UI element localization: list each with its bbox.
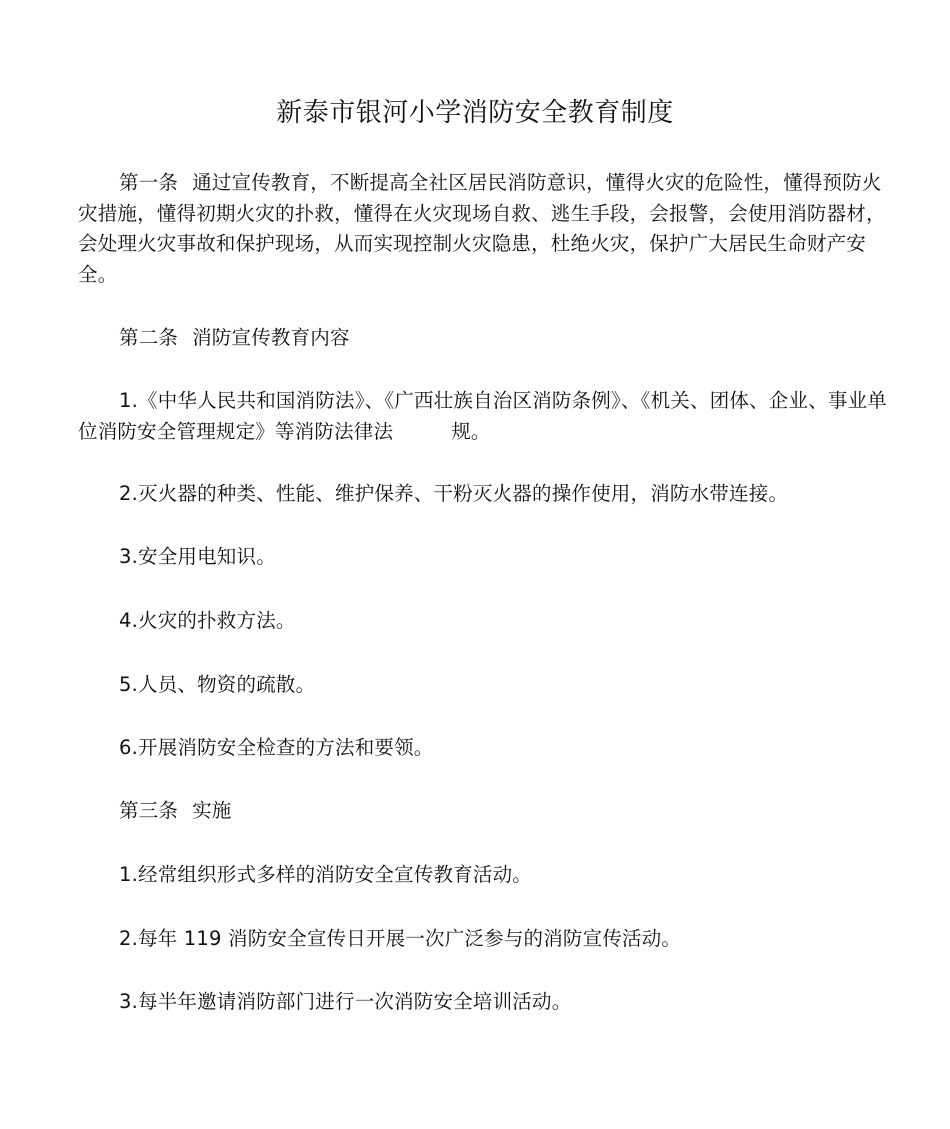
- article-3-heading: 第三条: [119, 799, 179, 822]
- article-2-item-2: 2.灭火器的种类、性能、维护保养、干粉灭火器的操作使用，消防水带连接。: [119, 482, 789, 505]
- article-3-item-2: 2.每年 119 消防安全宣传日开展一次广泛参与的消防宣传活动。: [119, 927, 682, 950]
- article-2-item-6: 6.开展消防安全检查的方法和要领。: [119, 736, 434, 759]
- document-title: 新泰市银河小学消防安全教育制度: [276, 98, 674, 128]
- article-2-paragraph: [78, 323, 890, 354]
- article-2-heading: 第二条: [119, 326, 179, 349]
- article-2-text: 消防宣传教育内容: [192, 326, 350, 349]
- article-2-item-4: 4.火灾的扑救方法。: [119, 609, 296, 632]
- article-2-item-1-tail: 规。: [451, 419, 491, 443]
- article-2-item-1: [78, 386, 890, 447]
- article-3-paragraph: [78, 796, 890, 827]
- article-1-paragraph: [78, 168, 890, 290]
- article-2-item-3: 3.安全用电知识。: [119, 545, 276, 568]
- article-1-text: 通过宣传教育，不断提高全社区居民消防意识，懂得火灾的危险性，懂得预防火灾措施，懂得初期火灾的扑救，懂得在火灾现场自救、逃生手段，会报警，会使用消防器材，会处理火灾事故和保护现场，从而实现控制火灾隐患，杜绝火灾，保护广大居民生命财产安全。: [78, 171, 886, 286]
- article-3-text: 实施: [192, 799, 232, 822]
- article-2-item-5: 5.人员、物资的疏散。: [119, 673, 316, 696]
- article-3-item-3: 3.每半年邀请消防部门进行一次消防安全培训活动。: [119, 990, 572, 1013]
- article-3-item-1: 1.经常组织形式多样的消防安全宣传教育活动。: [119, 863, 533, 886]
- article-2-item-1-text: 1.《中华人民共和国消防法》、《广西壮族自治区消防条例》、《机关、团体、企业、事业单位消防安全管理规定》等消防法律法: [78, 389, 888, 443]
- article-1-heading: 第一条: [119, 171, 179, 194]
